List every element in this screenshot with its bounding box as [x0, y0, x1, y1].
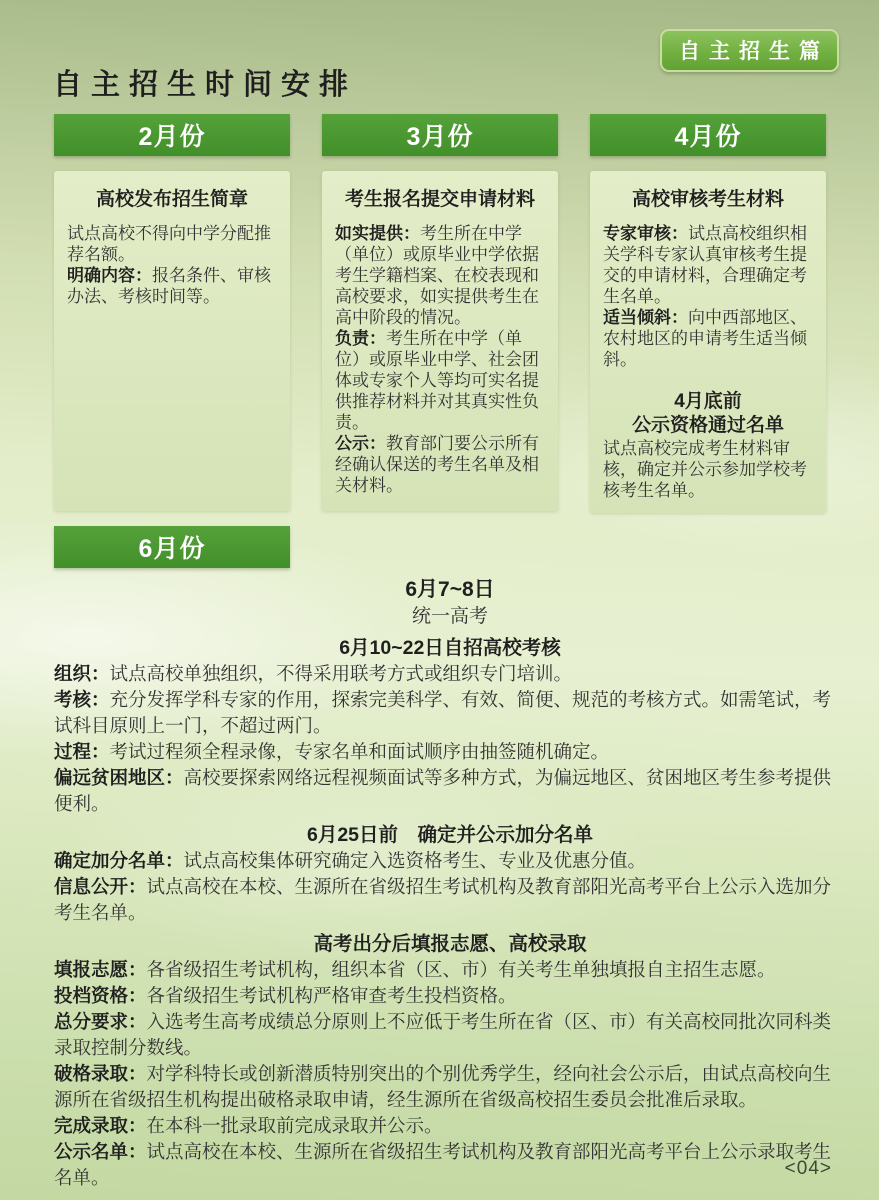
lead-label: 公示： [335, 434, 386, 453]
june-item [54, 687, 846, 739]
paragraph-text: 报名条件、审核办法、考核时间等。 [67, 266, 271, 306]
lead-label: 组织： [54, 663, 110, 684]
june-item [54, 1061, 846, 1113]
paragraph-text: 考试过程须全程录像，专家名单和面试顺序由抽签随机确定。 [109, 741, 610, 762]
lead-label: 考核： [54, 689, 110, 710]
card-march-body [322, 171, 558, 511]
page-title: 自主招生时间安排 [53, 69, 358, 101]
lead-label: 确定加分名单： [54, 850, 184, 871]
paragraph-text: 试点高校在本校、生源所在省级招生考试机构及教育部阳光高考平台上公示入选加分考生名单。 [54, 876, 832, 923]
paragraph-text: 向中西部地区、农村地区的申请考生适当倾斜。 [603, 308, 807, 369]
card-february-body [54, 171, 290, 511]
month-cards-row [54, 114, 826, 513]
june-section [54, 526, 846, 1191]
lead-label: 破格录取： [54, 1063, 147, 1084]
june-item [54, 765, 846, 817]
paragraph-text: 试点高校在本校、生源所在省级招生考试机构及教育部阳光高考平台上公示录取考生名单。 [54, 1141, 832, 1188]
lead-label: 总分要求： [54, 1011, 147, 1032]
lead-label: 公示名单： [54, 1141, 147, 1162]
lead-label: 投档资格： [54, 985, 147, 1006]
card-paragraph [603, 223, 813, 307]
june-month-header: 6月份 [54, 526, 290, 568]
lead-label: 如实提供： [335, 224, 420, 243]
lead-label: 明确内容： [67, 266, 152, 285]
card-paragraph [335, 433, 545, 496]
card-april-subhead-line2: 公示资格通过名单 [631, 415, 784, 436]
lead-label: 信息公开： [54, 876, 147, 897]
card-march [322, 114, 558, 513]
paragraph-text: 高校要探索网络远程视频面试等多种方式，为偏远地区、贫困地区考生参考提供便利。 [54, 767, 832, 814]
card-february [54, 114, 290, 513]
card-april-subhead-line1: 4月底前 [674, 391, 742, 412]
june-date-subheading: 统一高考 [411, 606, 488, 627]
paragraph-text: 入选考生高考成绩总分原则上不应低于考生所在省（区、市）有关高校同批次同科类录取控制分数线。 [54, 1011, 832, 1058]
paragraph-text: 试点高校集体研究确定入选资格考生、专业及优惠分值。 [183, 850, 647, 871]
lead-label: 负责： [335, 329, 386, 348]
paragraph-text: 对学科特长或创新潜质特别突出的个别优秀学生，经向社会公示后，由试点高校向生源所在省级招生机构提出破格录取申请，经生源所在省级高校招生委员会批准后录取。 [54, 1063, 832, 1110]
paragraph-text: 试点高校组织相关学科专家认真审核考生提交的申请材料，合理确定考生名单。 [603, 224, 807, 306]
paragraph-text: 在本科一批录取前完成录取并公示。 [146, 1115, 443, 1136]
paragraph-text: 教育部门要公示所有经确认保送的考生名单及相关材料。 [335, 434, 539, 495]
lead-label: 填报志愿： [54, 959, 147, 980]
june-item [54, 1113, 846, 1139]
paragraph-text: 各省级招生考试机构严格审查考生投档资格。 [146, 985, 517, 1006]
june-date-heading: 6月7~8日 [405, 578, 495, 601]
card-paragraph [603, 307, 813, 370]
paragraph-text: 试点高校单独组织，不得采用联考方式或组织专门培训。 [109, 663, 573, 684]
card-march-title: 考生报名提交申请材料 [344, 189, 535, 210]
june-item [54, 1139, 846, 1191]
june-item [54, 983, 846, 1009]
section-badge: 自主招生篇 [660, 29, 839, 72]
paragraph-text: 各省级招生考试机构，组织本省（区、市）有关考生单独填报自主招生志愿。 [146, 959, 776, 980]
card-february-month-header: 2月份 [54, 114, 290, 156]
june-section-heading-exams: 6月10~22日自招高校考核 [339, 637, 561, 659]
card-april-subtext: 试点高校完成考生材料审核，确定并公示参加学校考核考生名单。 [603, 439, 807, 500]
june-item [54, 848, 846, 874]
paragraph-text: 考生所在中学（单位）或原毕业中学依据考生学籍档案、在校表现和高校要求，如实提供考生在高中阶段的情况。 [335, 224, 539, 327]
lead-label: 适当倾斜： [603, 308, 688, 327]
paragraph-text: 考生所在中学（单位）或原毕业中学、社会团体或专家个人等均可实名提供推荐材料并对其真实性负责。 [335, 329, 539, 432]
june-item [54, 874, 846, 926]
june-item [54, 661, 846, 687]
card-paragraph [67, 265, 277, 307]
paragraph-text: 充分发挥学科专家的作用，探索完美科学、有效、简便、规范的考核方式。如需笔试，考试科目原则上一门，不超过两门。 [54, 689, 832, 736]
june-item [54, 1009, 846, 1061]
card-april-body [590, 171, 826, 513]
card-paragraph [67, 223, 277, 265]
card-april-month-header: 4月份 [590, 114, 826, 156]
june-section-heading-bonus-list: 6月25日前 确定并公示加分名单 [306, 824, 594, 846]
paragraph-text: 试点高校不得向中学分配推荐名额。 [67, 224, 271, 264]
lead-label: 偏远贫困地区： [54, 767, 184, 788]
lead-label: 完成录取： [54, 1115, 147, 1136]
june-item [54, 957, 846, 983]
june-item [54, 739, 846, 765]
lead-label: 过程： [54, 741, 110, 762]
card-paragraph [335, 328, 545, 433]
lead-label: 专家审核： [603, 224, 688, 243]
card-february-title: 高校发布招生简章 [95, 189, 248, 210]
card-march-month-header: 3月份 [322, 114, 558, 156]
card-april-title: 高校审核考生材料 [631, 189, 784, 210]
page-number: <04> [784, 1158, 832, 1179]
card-paragraph [335, 223, 545, 328]
june-section-heading-admission: 高考出分后填报志愿、高校录取 [313, 933, 587, 955]
card-april [590, 114, 826, 513]
